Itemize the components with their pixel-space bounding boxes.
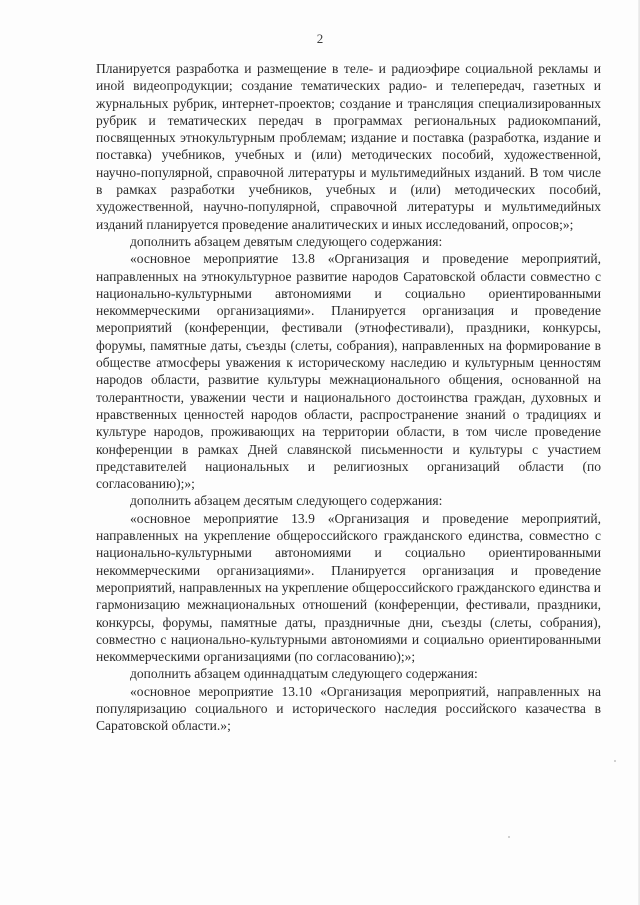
paragraph: Планируется разработка и размещение в теле- и радиоэфире социальной рекламы и иной видеопродукции; создание тематических радио- и телепередач, газетных и журнальных рубрик, интернет-проектов; создание и трансляция специализированных рубрик и тематических передач в программах региональных радиокомпаний, посвященных этнокультурным проблемам; издание и поставка (разработка, издание и поставка) учебников, учебных и (или) методических пособий, художественной, научно-популярной, справочной литературы и мультимедийных изданий. В том числе в рамках разработки учебников, учебных и (или) методических пособий, художественной, научно-популярной, справочной литературы и мультимедийных изданий планируется проведение аналитических и иных исследований, опросов;»; (96, 61, 601, 232)
amendment-instruction: дополнить абзацем десятым следующего содержания: (130, 493, 443, 509)
amendment-instruction: дополнить абзацем одиннадцатым следующего содержания: (130, 666, 478, 682)
paragraph: «основное мероприятие 13.9 «Организация и проведение мероприятий, направленных на укрепление общероссийского гражданского единства, совместно с национально-культурными автономиями и социально ориентированными некоммерческими организациями». Планируется организация и проведение мероприятий, направленных на укрепление общероссийского гражданского единства и гармонизацию межнациональных отношений (конференции, фестивали, праздники, конкурсы, форумы, памятные даты, праздничные дни, съезды (слеты, собрания), совместно с национально-культурными автономиями и социально ориентированными некоммерческими организациями (по согласованию);»; (96, 510, 601, 665)
amendment-instruction: дополнить абзацем девятым следующего содержания: (130, 233, 443, 249)
page-number: 2 (316, 31, 324, 46)
document-body (96, 60, 601, 735)
scan-speck (508, 836, 510, 838)
paragraph: «основное мероприятие 13.8 «Организация и проведение мероприятий, направленных на этнокультурное развитие народов Саратовской области совместно с национально-культурными автономиями и социально ориентированными некоммерческими организациями». Планируется организация и проведение мероприятий (конференции, фестивали (этнофестивали), праздники, конкурсы, форумы, памятные даты, съезды (слеты, собрания), направленных на формирование в обществе атмосферы уважения к историческому наследию и культурным ценностям народов области, развитие культуры межнационального общения, основанной на толерантности, уважении чести и национального достоинства граждан, духовных и нравственных ценностей народов области, распространение знаний о традициях и культуре народов, проживающих на территории области, в том числе проведение конференции в рамках Дней славянской письменности и культуры с участием представителей национальных и религиозных организаций области (по согласованию);»; (96, 251, 601, 492)
scan-speck (614, 760, 616, 762)
paragraph: «основное мероприятие 13.10 «Организация мероприятий, направленных на популяризацию социального и исторического наследия российского казачества в Саратовской области.»; (96, 683, 601, 734)
